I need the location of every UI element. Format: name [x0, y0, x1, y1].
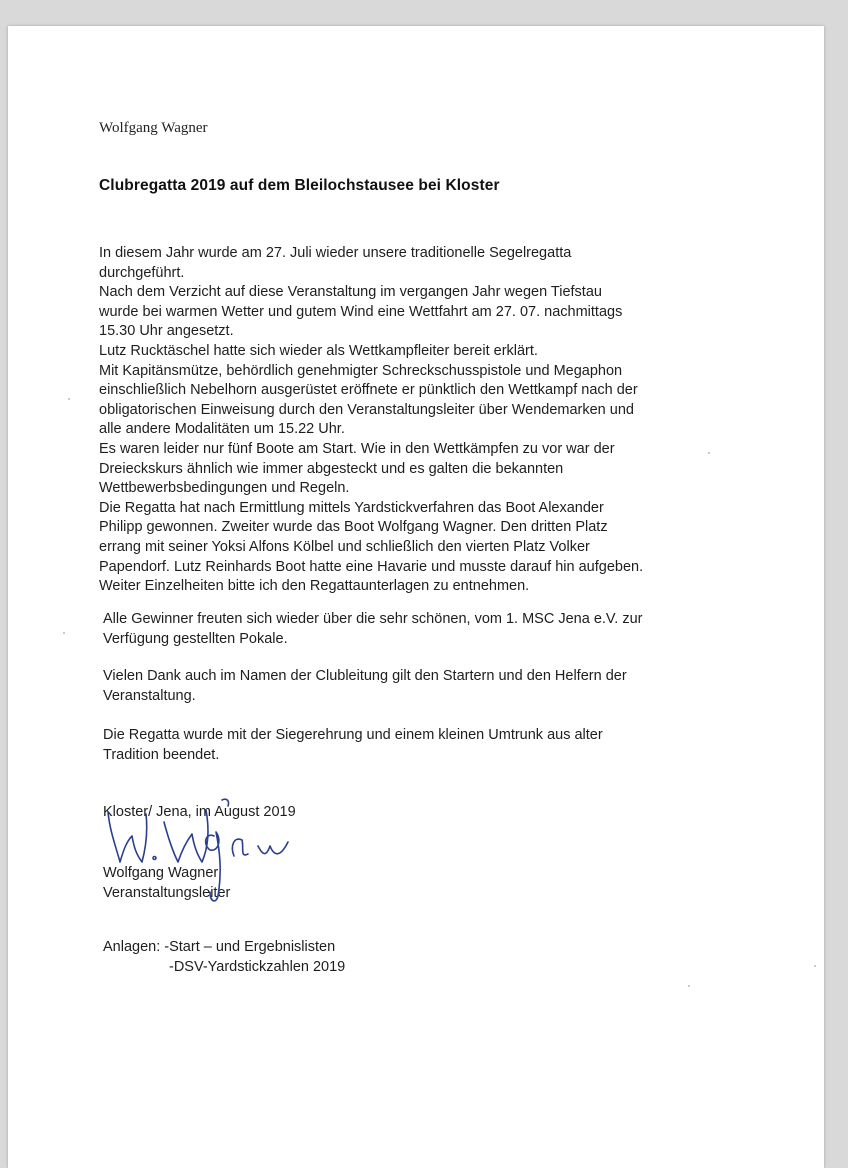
body-line: Weiter Einzelheiten bitte ich den Regattaunterlagen zu entnehmen.	[99, 578, 530, 595]
body-line: durchgeführt.	[99, 264, 185, 281]
scan-speck	[63, 632, 65, 634]
scan-speck	[68, 398, 70, 400]
attachments-block	[103, 938, 345, 977]
handwritten-signature	[98, 792, 338, 912]
body-line: alle andere Modalitäten um 15.22 Uhr.	[99, 421, 345, 438]
scan-speck	[814, 965, 816, 967]
body-line: Vielen Dank auch im Namen der Clubleitung gilt den Startern und den Helfern der	[103, 668, 627, 684]
body-line: Alle Gewinner freuten sich wieder über die sehr schönen, vom 1. MSC Jena e.V. zur	[103, 611, 643, 627]
signatory-role: Veranstaltungsleiter	[103, 884, 231, 901]
letter-page	[8, 26, 824, 1168]
body-line: Nach dem Verzicht auf diese Veranstaltung im vergangen Jahr wegen Tiefstau	[99, 284, 602, 301]
attachments-line: Anlagen: -Start – und Ergebnislisten	[103, 939, 336, 955]
body-line: Wettbewerbsbedingungen und Regeln.	[99, 480, 350, 497]
body-line: Papendorf. Lutz Reinhards Boot hatte eine Havarie und musste darauf hin aufgeben.	[99, 558, 644, 575]
body-line: einschließlich Nebelhorn ausgerüstet eröffnete er pünktlich den Wettkampf nach der	[99, 382, 638, 399]
body-line: In diesem Jahr wurde am 27. Juli wieder unsere traditionelle Segelregatta	[99, 245, 572, 261]
body-line: Tradition beendet.	[103, 746, 220, 763]
document-title: Clubregatta 2019 auf dem Bleilochstausee bei Kloster	[99, 177, 500, 194]
body-line: Es waren leider nur fünf Boote am Start. Wie in den Wettkämpfen zu vor war der	[99, 440, 615, 457]
body-line: Philipp gewonnen. Zweiter wurde das Boot Wolfgang Wagner. Den dritten Platz	[99, 519, 608, 536]
paragraph-closing	[103, 726, 743, 765]
scan-speck	[708, 452, 710, 454]
paragraph-winners	[103, 610, 743, 649]
body-line: Die Regatta hat nach Ermittlung mittels Yardstickverfahren das Boot Alexander	[99, 499, 604, 516]
report-body	[99, 244, 739, 597]
paragraph-thanks	[103, 667, 743, 706]
body-line: Verfügung gestellten Pokale.	[103, 630, 288, 647]
signatory-name: Wolfgang Wagner	[103, 865, 219, 881]
body-line: Die Regatta wurde mit der Siegerehrung und einem kleinen Umtrunk aus alter	[103, 727, 603, 743]
body-line: obligatorischen Einweisung durch den Veranstaltungsleiter über Wendemarken und	[99, 401, 634, 418]
body-line: Veranstaltung.	[103, 687, 196, 704]
attachments-line: -DSV-Yardstickzahlen 2019	[169, 958, 346, 975]
body-line: errang mit seiner Yoksi Alfons Kölbel und schließlich den vierten Platz Volker	[99, 538, 590, 555]
body-line: wurde bei warmen Wetter und gutem Wind eine Wettfahrt am 27. 07. nachmittags	[99, 303, 623, 320]
author-name: Wolfgang Wagner	[99, 120, 208, 136]
body-line: Mit Kapitänsmütze, behördlich genehmigter Schreckschusspistole und Megaphon	[99, 362, 623, 379]
body-line: 15.30 Uhr angesetzt.	[99, 323, 234, 340]
scan-speck	[688, 985, 690, 987]
body-line: Dreieckskurs ähnlich wie immer abgesteckt und es galten die bekannten	[99, 460, 564, 477]
body-line: Lutz Rucktäschel hatte sich wieder als Wettkampfleiter bereit erklärt.	[99, 342, 538, 359]
place-date: Kloster/ Jena, im August 2019	[103, 804, 296, 820]
